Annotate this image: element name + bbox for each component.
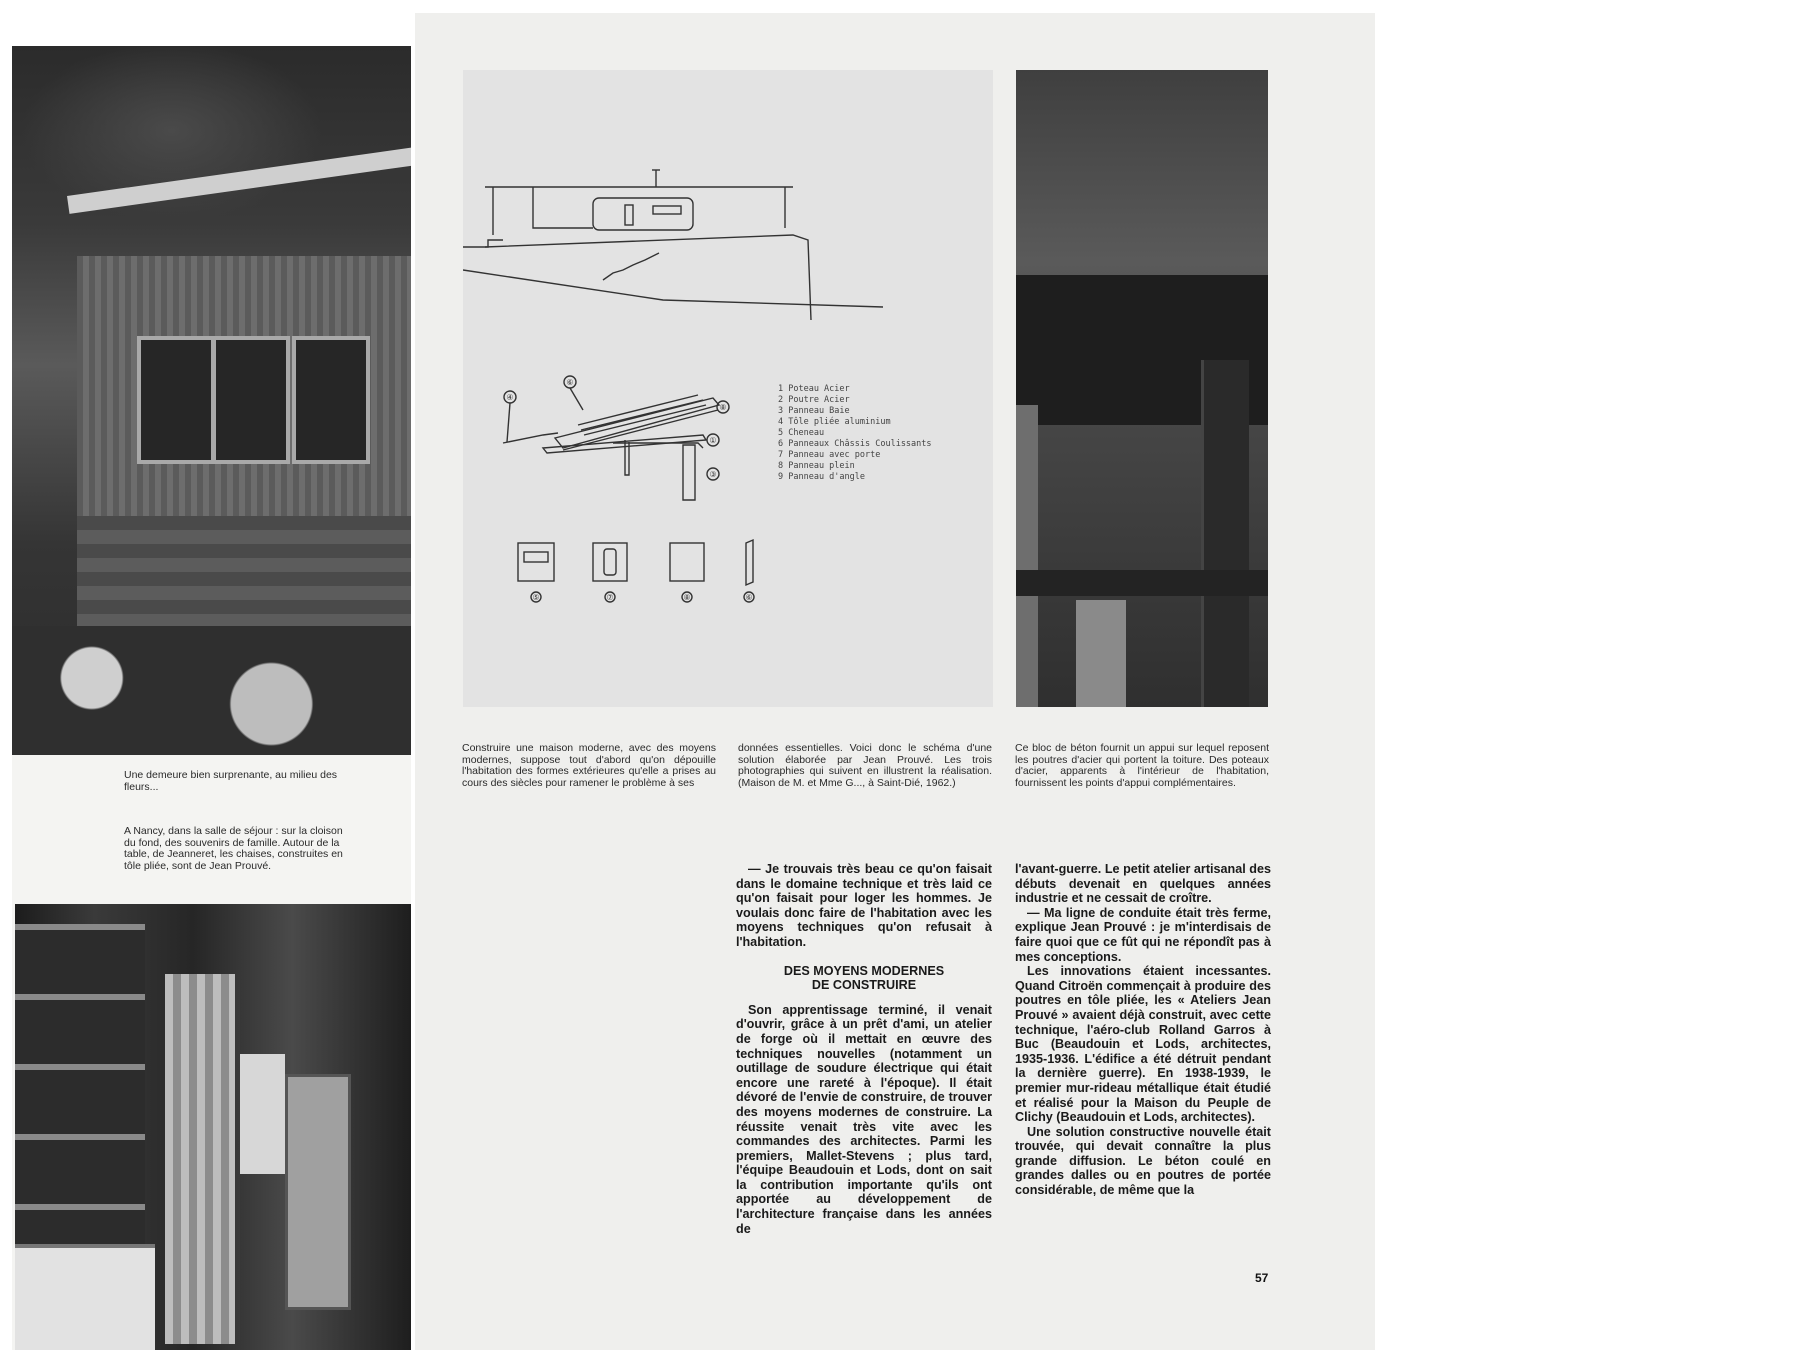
- callout-i: ⑥: [745, 593, 753, 602]
- paragraph-intro-quote: — Je trouvais très beau ce qu'on faisait dans le domaine technique et très laid ce qu'on faisait pour loger les hommes. Je voulais donc faire de l'habitation avec les moyens techniques qu'on refusait à l'habitation.: [736, 862, 992, 949]
- garden-house-photo: [12, 46, 411, 755]
- legend-item-9: 9 Panneau d'angle: [778, 472, 865, 482]
- legend-item-8: 8 Panneau plein: [778, 461, 855, 471]
- legend-item-6: 6 Panneaux Châssis Coulissants: [778, 439, 932, 449]
- callout-a: ④: [506, 393, 514, 402]
- callout-e: ③: [709, 470, 717, 479]
- paragraph-avant-guerre: l'avant-guerre. Le petit atelier artisanal des débuts devenait en quelques années industrie et ne cessait de croître.: [1015, 862, 1271, 906]
- legend-item-4: 4 Tôle pliée aluminium: [778, 417, 891, 427]
- sketch-svg: [463, 70, 993, 707]
- legend-item-7: 7 Panneau avec porte: [778, 450, 881, 460]
- paragraph-ligne-de-conduite: — Ma ligne de conduite était très ferme, explique Jean Prouvé : je m'interdisais de faire quoi que ce fût qui ne répondît pas à mes conceptions.: [1015, 905, 1271, 964]
- architectural-sketch: [463, 70, 993, 707]
- article-column-b: [1015, 862, 1271, 1198]
- callout-h: ⑧: [683, 593, 691, 602]
- legend-item-2: 2 Poutre Acier: [778, 395, 850, 405]
- section-heading-line-1: DES MOYENS MODERNES: [783, 963, 945, 978]
- legend-item-1: 1 Poteau Acier: [778, 384, 850, 394]
- paragraph-solution-constructive: Une solution constructive nouvelle était trouvée, qui devait connaître la plus grande diffusion. Le béton coulé en grandes dalles ou en poutres de portée considérable, de même que la: [1015, 1124, 1271, 1198]
- caption-col-3: Ce bloc de béton fournit un appui sur lequel reposent les poutres d'acier qui portent la toiture. Des poteaux d'acier, apparents à l'intérieur de l'habitation, fournissent les points d'appui complémentaires.: [1015, 742, 1269, 789]
- legend-item-3: 3 Panneau Baie: [778, 406, 850, 416]
- paragraph-apprenticeship: Son apprentissage terminé, il venait d'ouvrir, grâce à un prêt d'ami, un atelier de forge où il mettait en œuvre des techniques nouvelles (notamment un outillage de soudure électrique qui était encore une rareté à l'époque). Il était dévoré de l'envie de construire, de trouver des moyens modernes de construire. La réussite venait très vite avec les commandes des architectes. Parmi les premiers, Mallet-Stevens ; plus tard, l'équipe Beaudouin et Lods, dont on sait la contribution importante qu'ils ont apportée au développement de l'architecture française dans les années de: [736, 1002, 992, 1236]
- callout-c: ⑧: [719, 403, 727, 412]
- caption-living-room: A Nancy, dans la salle de séjour : sur la cloison du fond, des souvenirs de famille. Autour de la table, de Jeanneret, les chaises, construites en tôle pliée, sont de Jean Prouvé.: [124, 825, 343, 872]
- callout-d: ①: [709, 436, 717, 445]
- caption-col-1: Construire une maison moderne, avec des moyens modernes, suppose tout d'abord qu'on dépouille l'habitation des formes extérieures qu'elle a prises au cours des siècles pour ramener le problème à ses: [462, 742, 716, 789]
- callout-f: ⑤: [532, 593, 540, 602]
- living-room-photo: [15, 904, 411, 1350]
- page-number: 57: [1255, 1271, 1269, 1285]
- article-column-a: [736, 862, 992, 1236]
- paragraph-innovations: Les innovations étaient incessantes. Quand Citroën commençait à produire des poutres en tôle pliée, les « Ateliers Jean Prouvé » avaient déjà construit, avec cette technique, l'aéro-club Rolland Garros à Buc (Beaudouin et Lods, architectes, 1935-1936. L'édifice a été détruit pendant la dernière guerre). En 1938-1939, le premier mur-rideau métallique était étudié et réalisé pour la Maison du Peuple de Clichy (Beaudouin et Lods, architectes).: [1015, 964, 1271, 1125]
- legend-item-5: 5 Cheneau: [778, 428, 825, 438]
- section-heading: [736, 964, 992, 993]
- section-heading-line-2: DE CONSTRUIRE: [811, 978, 917, 993]
- caption-col-2: données essentielles. Voici donc le schéma d'une solution élaborée par Jean Prouvé. Les trois photographies qui suivent en illustrent la réalisation. (Maison de M. et Mme G..., à Saint-Dié, 1962.): [738, 742, 992, 789]
- concrete-beam-photo: [1016, 70, 1268, 707]
- caption-garden: Une demeure bien surprenante, au milieu des fleurs...: [124, 769, 338, 793]
- callout-g: ⑦: [606, 593, 614, 602]
- callout-b: ⑥: [566, 378, 574, 387]
